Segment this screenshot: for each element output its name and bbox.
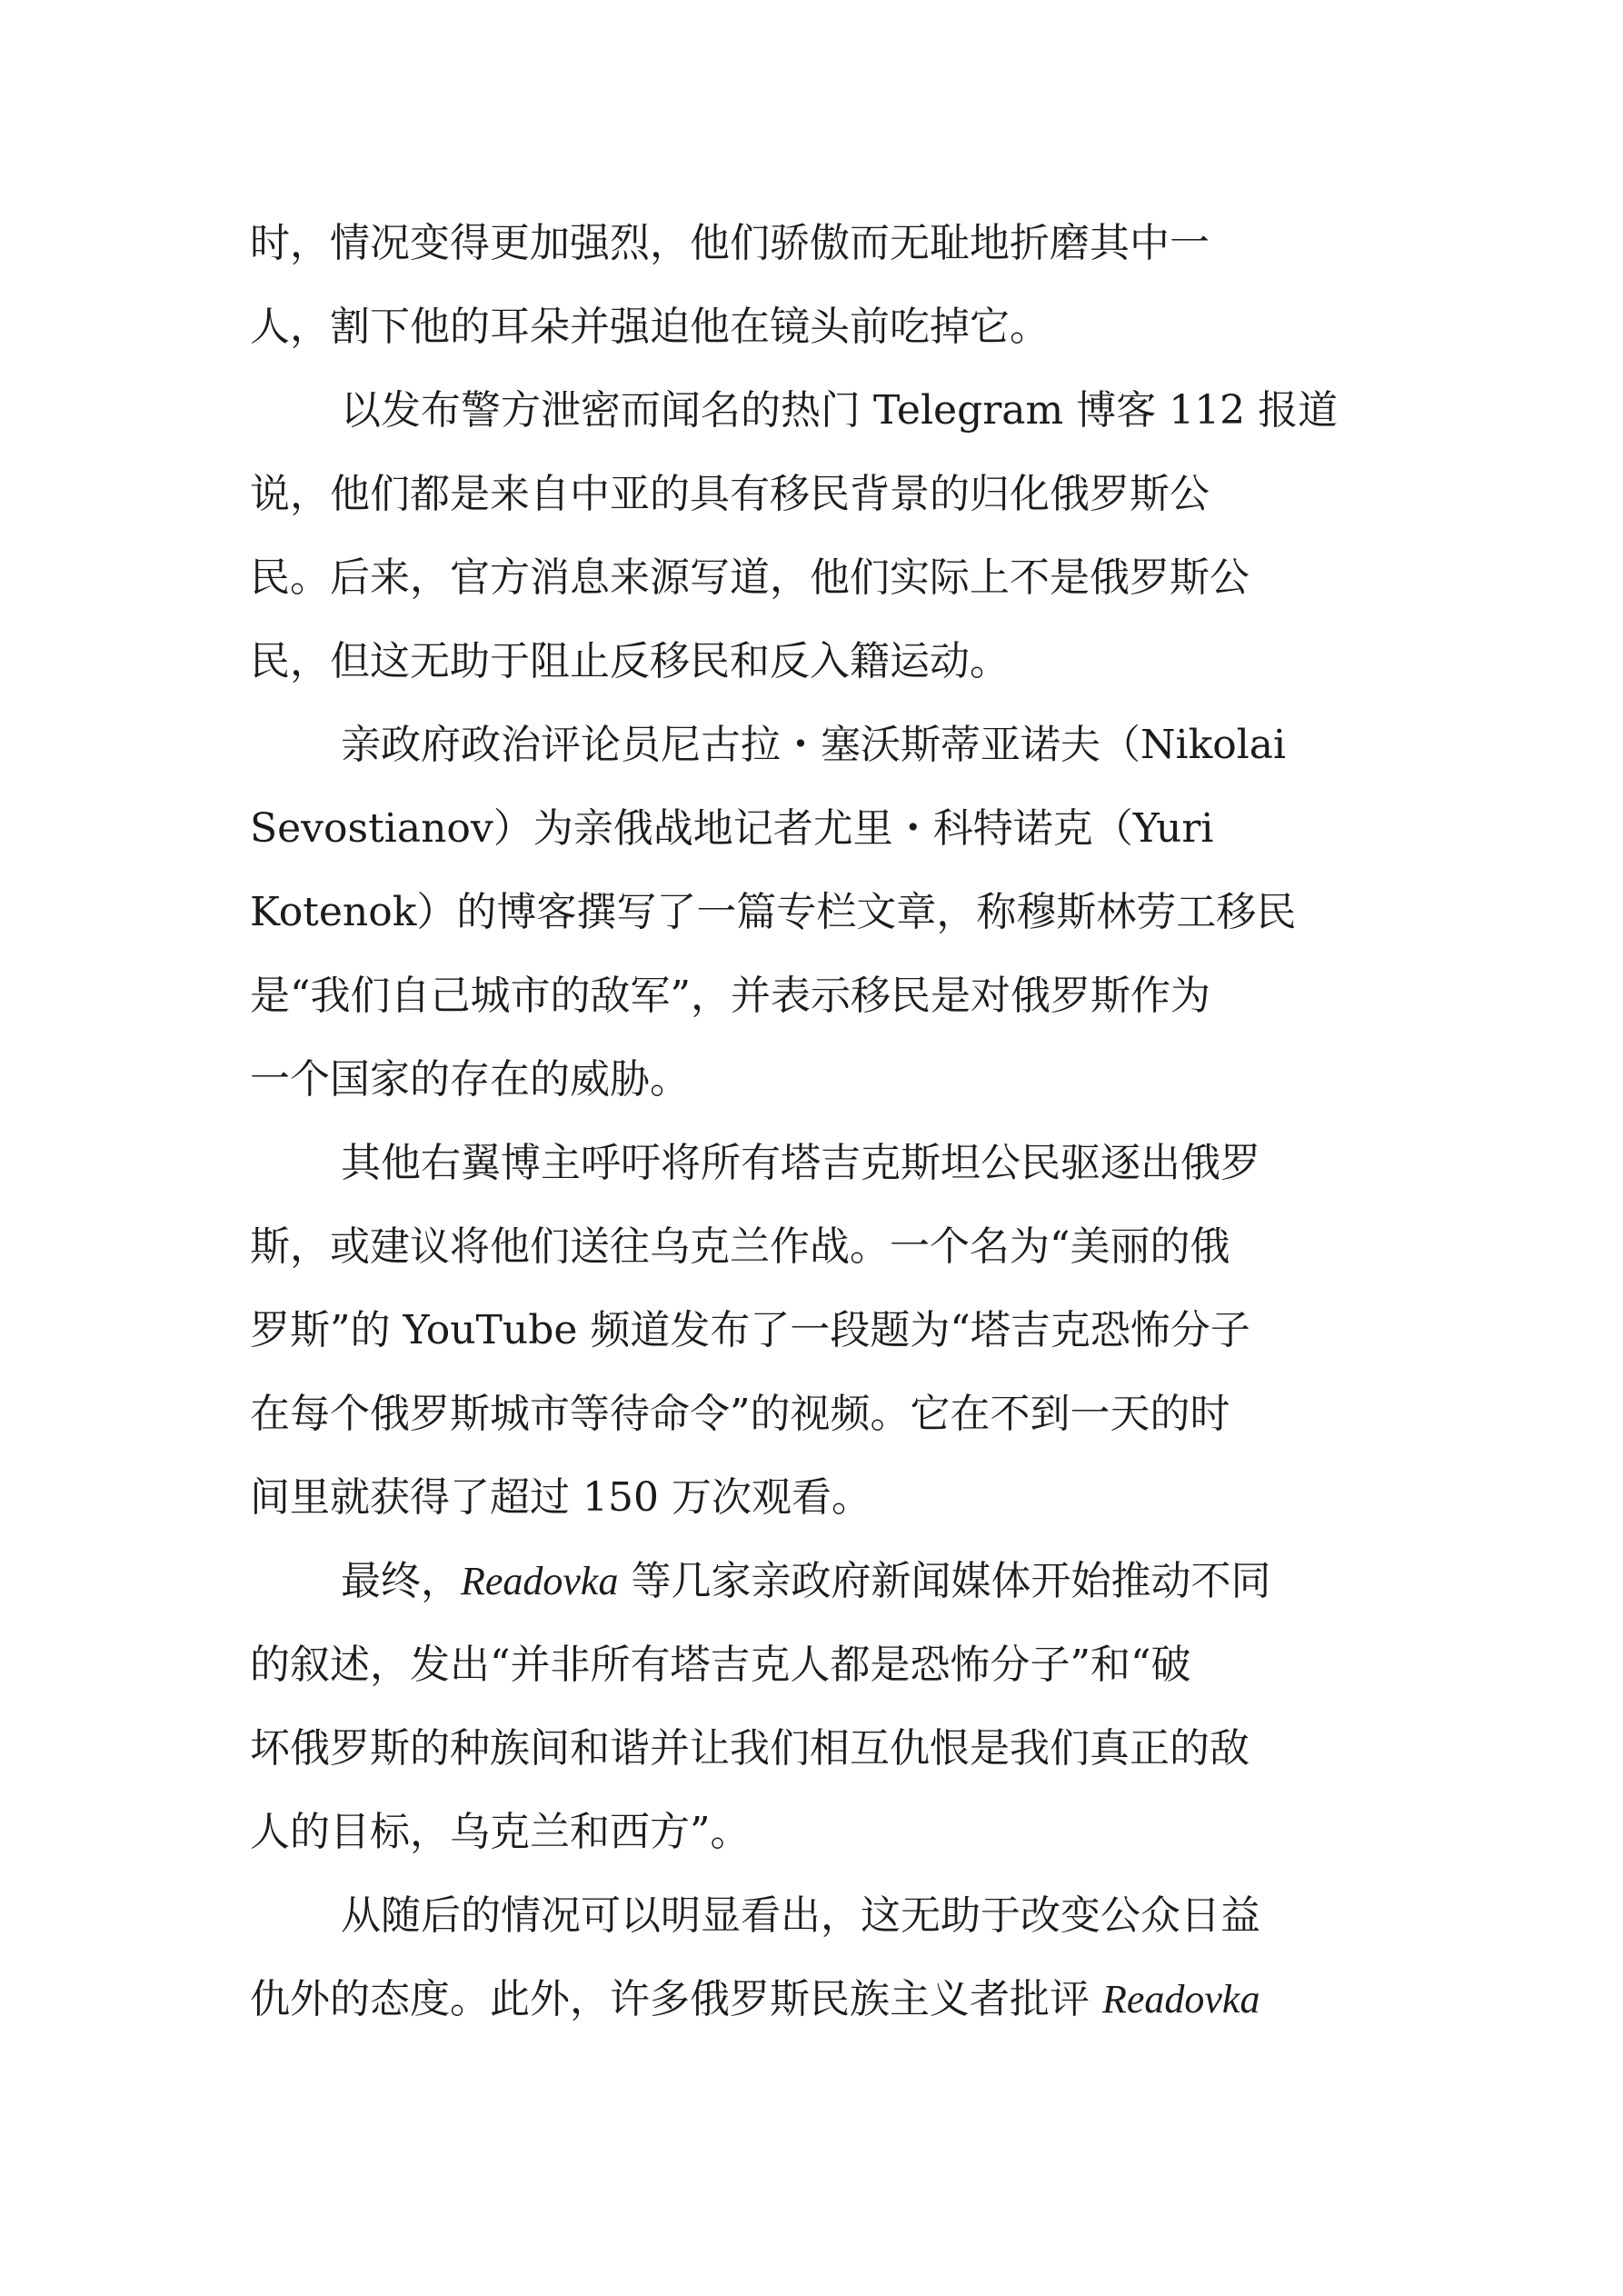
paragraph-first-line: 亲政府政治评论员尼古拉・塞沃斯蒂亚诺夫（Nikolai xyxy=(341,722,1287,768)
text-segment: 仇外的态度。此外，许多俄罗斯民族主义者批评 xyxy=(250,1976,1090,2022)
text-line: 民。后来，官方消息来源写道，他们实际上不是俄罗斯公 xyxy=(250,554,1250,601)
outlet-name-italic: Readovka xyxy=(1102,1977,1260,2021)
paragraph-first-line: 以发布警方泄密而闻名的热门 Telegram 博客 112 报道 xyxy=(341,387,1339,434)
text-segment: 最终， xyxy=(341,1558,461,1604)
text-line: 间里就获得了超过 150 万次观看。 xyxy=(250,1474,871,1521)
text-segment: 等几家亲政府新闻媒体开始推动不同 xyxy=(631,1558,1271,1604)
text-line: 斯，或建议将他们送往乌克兰作战。一个名为“美丽的俄 xyxy=(250,1223,1230,1270)
text-line: 民，但这无助于阻止反移民和反入籍运动。 xyxy=(250,638,1010,684)
text-line: 坏俄罗斯的种族间和谐并让我们相互仇恨是我们真正的敌 xyxy=(250,1725,1250,1772)
outlet-name-italic: Readovka xyxy=(461,1559,619,1603)
paragraph-first-line: 其他右翼博主呼吁将所有塔吉克斯坦公民驱逐出俄罗 xyxy=(341,1140,1260,1186)
text-line: 是“我们自己城市的敌军”，并表示移民是对俄罗斯作为 xyxy=(250,973,1210,1019)
text-line: 罗斯”的 YouTube 频道发布了一段题为“塔吉克恐怖分子 xyxy=(250,1307,1250,1353)
text-line: Kotenok）的博客撰写了一篇专栏文章，称穆斯林劳工移民 xyxy=(250,889,1297,935)
text-line: 在每个俄罗斯城市等待命令”的视频。它在不到一天的时 xyxy=(250,1391,1230,1437)
text-line: 人的目标，乌克兰和西方”。 xyxy=(250,1809,751,1855)
text-line: 一个国家的存在的威胁。 xyxy=(250,1056,690,1103)
text-line: Sevostianov）为亲俄战地记者尤里・科特诺克（Yuri xyxy=(250,805,1214,852)
text-line: 时，情况变得更加强烈，他们骄傲而无耻地折磨其中一 xyxy=(250,220,1210,266)
text-line: 说，他们都是来自中亚的具有移民背景的归化俄罗斯公 xyxy=(250,471,1210,517)
paragraph-first-line xyxy=(341,1554,1270,1609)
text-line: 人，割下他的耳朵并强迫他在镜头前吃掉它。 xyxy=(250,304,1050,350)
text-line xyxy=(250,1972,1260,2027)
paragraph-first-line: 从随后的情况可以明显看出，这无助于改变公众日益 xyxy=(341,1892,1260,1939)
text-line: 的叙述，发出“并非所有塔吉克人都是恐怖分子”和“破 xyxy=(250,1642,1191,1688)
